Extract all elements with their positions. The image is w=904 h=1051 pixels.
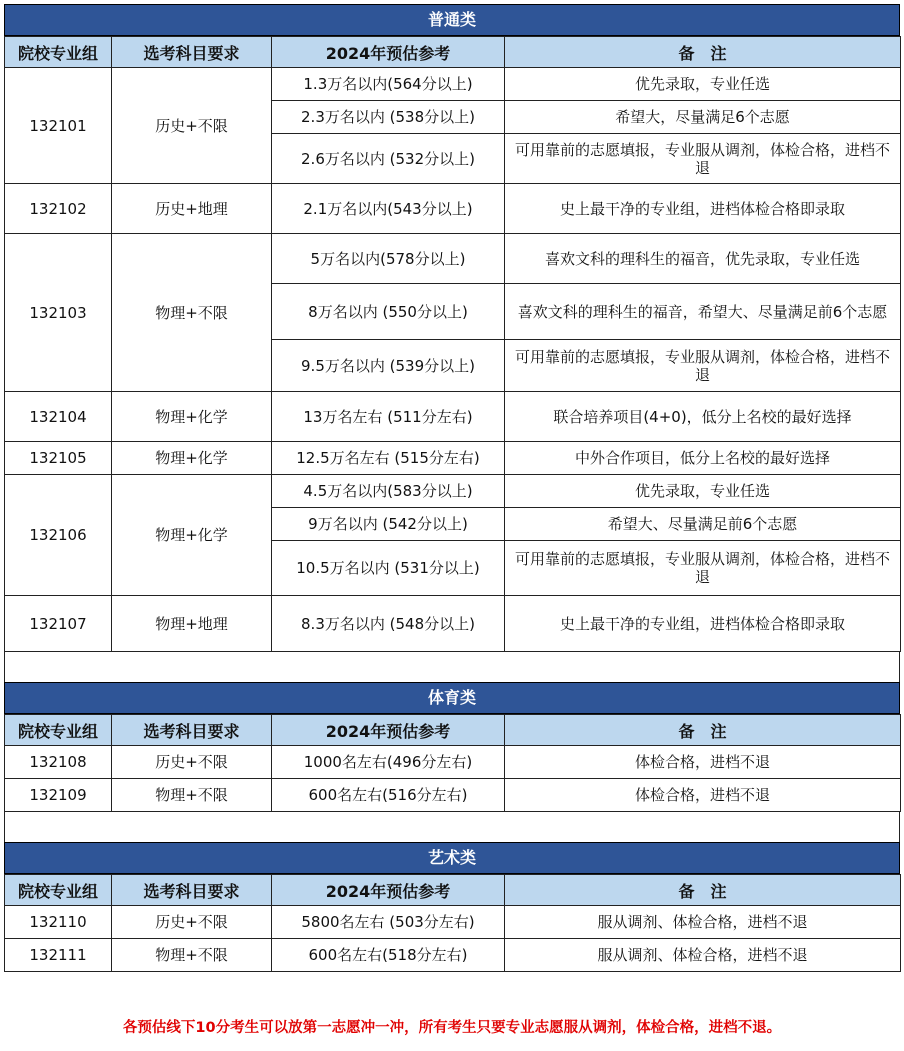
remark-cell: 中外合作项目，低分上名校的最好选择 (505, 442, 901, 475)
group-code: 132104 (5, 392, 112, 442)
remark-cell: 希望大，尽量满足6个志愿 (505, 101, 901, 134)
remark-cell: 体检合格，进档不退 (505, 779, 901, 812)
remark-cell: 联合培养项目(4+0)，低分上名校的最好选择 (505, 392, 901, 442)
group-code: 132109 (5, 779, 112, 812)
column-header: 选考科目要求 (112, 37, 272, 68)
subject-requirement: 物理+地理 (112, 596, 272, 652)
section-gap (4, 812, 900, 842)
column-header: 选考科目要求 (112, 875, 272, 906)
remark-cell: 可用靠前的志愿填报，专业服从调剂，体检合格，进档不退 (505, 340, 901, 392)
remark-cell: 希望大、尽量满足前6个志愿 (505, 508, 901, 541)
remark-cell: 史上最干净的专业组，进档体检合格即录取 (505, 184, 901, 234)
column-header: 院校专业组 (5, 875, 112, 906)
estimate-cell: 600名左右(518分左右) (272, 939, 505, 972)
section-title: 艺术类 (4, 842, 900, 874)
table-row (5, 596, 901, 652)
column-header: 院校专业组 (5, 37, 112, 68)
table-row (5, 392, 901, 442)
table-row (5, 475, 901, 508)
estimate-cell: 5万名以内(578分以上) (272, 234, 505, 284)
column-header: 选考科目要求 (112, 715, 272, 746)
estimate-cell: 13万名左右 (511分左右) (272, 392, 505, 442)
remark-cell: 服从调剂、体检合格，进档不退 (505, 939, 901, 972)
estimate-cell: 5800名左右 (503分左右) (272, 906, 505, 939)
group-code: 132106 (5, 475, 112, 596)
section-title: 普通类 (4, 4, 900, 36)
table-row (5, 779, 901, 812)
table-row (5, 906, 901, 939)
estimate-cell: 1.3万名以内(564分以上) (272, 68, 505, 101)
column-header: 备 注 (505, 875, 901, 906)
remark-cell: 服从调剂、体检合格，进档不退 (505, 906, 901, 939)
section-title: 体育类 (4, 682, 900, 714)
column-header: 备 注 (505, 715, 901, 746)
group-code: 132103 (5, 234, 112, 392)
estimate-cell: 8万名以内 (550分以上) (272, 284, 505, 340)
remark-cell: 体检合格，进档不退 (505, 746, 901, 779)
admission-table (4, 714, 901, 812)
column-header: 2024年预估参考 (272, 875, 505, 906)
group-code: 132105 (5, 442, 112, 475)
remark-cell: 优先录取，专业任选 (505, 475, 901, 508)
estimate-cell: 600名左右(516分左右) (272, 779, 505, 812)
group-code: 132110 (5, 906, 112, 939)
footer-note: 各预估线下10分考生可以放第一志愿冲一冲，所有考生只要专业志愿服从调剂，体检合格，进档不退。 (122, 1020, 782, 1036)
subject-requirement: 物理+化学 (112, 442, 272, 475)
admission-table (4, 874, 901, 972)
group-code: 132102 (5, 184, 112, 234)
column-header: 备 注 (505, 37, 901, 68)
header-row (5, 875, 901, 906)
remark-cell: 可用靠前的志愿填报，专业服从调剂，体检合格，进档不退 (505, 541, 901, 596)
section-gap (4, 652, 900, 682)
estimate-cell: 1000名左右(496分左右) (272, 746, 505, 779)
table-row (5, 68, 901, 101)
subject-requirement: 历史+不限 (112, 906, 272, 939)
admission-document (4, 4, 900, 972)
subject-requirement: 物理+不限 (112, 234, 272, 392)
table-row (5, 939, 901, 972)
column-header: 院校专业组 (5, 715, 112, 746)
group-code: 132101 (5, 68, 112, 184)
subject-requirement: 历史+地理 (112, 184, 272, 234)
estimate-cell: 2.6万名以内 (532分以上) (272, 134, 505, 184)
estimate-cell: 2.1万名以内(543分以上) (272, 184, 505, 234)
estimate-cell: 4.5万名以内(583分以上) (272, 475, 505, 508)
remark-cell: 可用靠前的志愿填报，专业服从调剂，体检合格，进档不退 (505, 134, 901, 184)
group-code: 132111 (5, 939, 112, 972)
header-row (5, 37, 901, 68)
remark-cell: 喜欢文科的理科生的福音，优先录取，专业任选 (505, 234, 901, 284)
estimate-cell: 9万名以内 (542分以上) (272, 508, 505, 541)
remark-cell: 喜欢文科的理科生的福音，希望大、尽量满足前6个志愿 (505, 284, 901, 340)
table-row (5, 184, 901, 234)
subject-requirement: 物理+化学 (112, 475, 272, 596)
column-header: 2024年预估参考 (272, 715, 505, 746)
estimate-cell: 2.3万名以内 (538分以上) (272, 101, 505, 134)
remark-cell: 史上最干净的专业组，进档体检合格即录取 (505, 596, 901, 652)
subject-requirement: 物理+不限 (112, 779, 272, 812)
table-row (5, 746, 901, 779)
group-code: 132108 (5, 746, 112, 779)
subject-requirement: 历史+不限 (112, 68, 272, 184)
subject-requirement: 物理+化学 (112, 392, 272, 442)
table-row (5, 234, 901, 284)
estimate-cell: 8.3万名以内 (548分以上) (272, 596, 505, 652)
estimate-cell: 10.5万名以内 (531分以上) (272, 541, 505, 596)
group-code: 132107 (5, 596, 112, 652)
estimate-cell: 12.5万名左右 (515分左右) (272, 442, 505, 475)
subject-requirement: 物理+不限 (112, 939, 272, 972)
remark-cell: 优先录取，专业任选 (505, 68, 901, 101)
admission-table (4, 36, 901, 652)
subject-requirement: 历史+不限 (112, 746, 272, 779)
table-row (5, 442, 901, 475)
estimate-cell: 9.5万名以内 (539分以上) (272, 340, 505, 392)
column-header: 2024年预估参考 (272, 37, 505, 68)
header-row (5, 715, 901, 746)
